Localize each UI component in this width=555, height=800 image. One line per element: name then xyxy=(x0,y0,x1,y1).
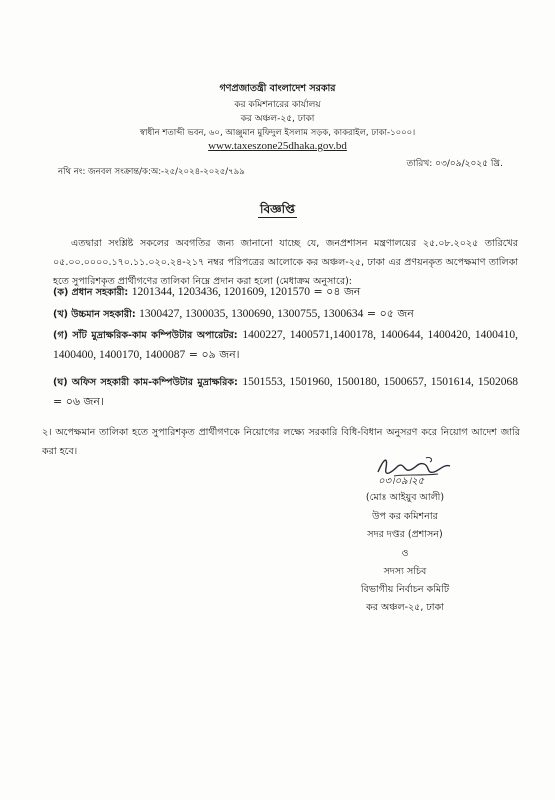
item-count: = ০৯ জন। xyxy=(188,348,240,361)
zone-heading: কর অঞ্চল-২৫, ঢাকা xyxy=(240,114,315,124)
list-item xyxy=(53,325,518,365)
closing-paragraph: ২। অপেক্ষমান তালিকা হতে সুপারিশকৃত প্রার্থীগণকে নিয়োগের লক্ষ্যে সরকারি বিধি-বিধান অনুসরণ করে নিয়োগ আদেশ জারি করা হবে। xyxy=(42,427,520,457)
notice-title-text: বিজ্ঞপ্তি xyxy=(260,202,295,216)
item-count: = ০৫ জন xyxy=(366,307,414,320)
signer-office: কর অঞ্চল-২৫, ঢাকা xyxy=(366,602,444,613)
government-heading: গণপ্রজাতন্ত্রী বাংলাদেশ সরকার xyxy=(219,83,336,94)
intro-paragraph: এতদ্বারা সংশ্লিষ্ট সকলের অবগতির জন্য জানানো যাচ্ছে যে, জনপ্রশাসন মন্ত্রণালয়ের ২৫.০৮.২০২৫ তারিখের ০৫.০০.০০০০.১৭০.১১.০২০.২৪-২১৭ নম্বর পরিপত্রের আলোকে কর অঞ্চল-২৫, ঢাকা এর প্রণয়নকৃত অপেক্ষমাণ তালিকা হতে সুপারিশকৃত প্রার্থীগণের তালিকা নিম্নে প্রদান করা হলো (মেধাক্রম অনুসারে): xyxy=(53,238,518,287)
item-numbers: 1300427, 1300035, 1300690, 1300755, 1300634 xyxy=(139,308,364,320)
item-count: = ০৬ জন। xyxy=(53,395,104,408)
memo-number: নথি নং: জনবল সংক্রান্ত/ক:অ:-২৫/২০২৪-২০২৫/৭৯৯ xyxy=(58,167,245,177)
signer-conjunction: ও xyxy=(401,548,409,559)
item-numbers: 1400227, 1400571,1400178, 1400644, 1400420, 1400410, 1400400, 1400170, 1400087 xyxy=(53,329,519,361)
item-label: (ক) প্রধান সহকারী: xyxy=(53,287,129,298)
signer-committee: বিভাগীয় নির্বাচন কমিটি xyxy=(360,584,450,595)
signer-department: সদর দপ্তর (প্রশাসন) xyxy=(367,529,443,540)
memo-date: তারিখ: ০৩/০৯/২০২৫ খ্রি. xyxy=(406,159,503,169)
signature-date: ০৩।০৯।২৫ xyxy=(378,476,425,487)
list-item xyxy=(53,304,518,324)
office-address: স্বাধীন শতাব্দী ভবন, ৬০, আঞ্জুমান মুফিদুল ইসলাম সড়ক, কাকরাইল, ঢাকা-১০০০। xyxy=(139,128,416,138)
item-label: (ঘ) অফিস সহকারী কাম-কম্পিউটার মুদ্রাক্ষরিক: xyxy=(53,377,238,388)
item-numbers: 1201344, 1203436, 1201609, 1201570 xyxy=(131,286,310,298)
list-item xyxy=(53,372,518,411)
notice-title xyxy=(0,201,555,221)
item-count: = ০৪ জন xyxy=(313,285,361,298)
office-heading: কর কমিশনারের কার্যালয় xyxy=(234,100,321,110)
signer-designation: উপ কর কমিশনার xyxy=(372,511,438,522)
list-item xyxy=(53,282,518,302)
item-label: (খ) উচ্চমান সহকারী: xyxy=(53,309,136,320)
signer-role: সদস্য সচিব xyxy=(383,566,427,577)
website-link[interactable]: www.taxeszone25dhaka.gov.bd xyxy=(208,140,347,152)
item-numbers: 1501553, 1501960, 1500180, 1500657, 1501614, 1502068 xyxy=(242,376,519,388)
item-label: (গ) সাঁট মুদ্রাক্ষরিক-কাম কম্পিউটার অপারেটর: xyxy=(53,330,238,341)
signer-name: (মোঃ আইয়ুব আলী) xyxy=(365,492,445,503)
